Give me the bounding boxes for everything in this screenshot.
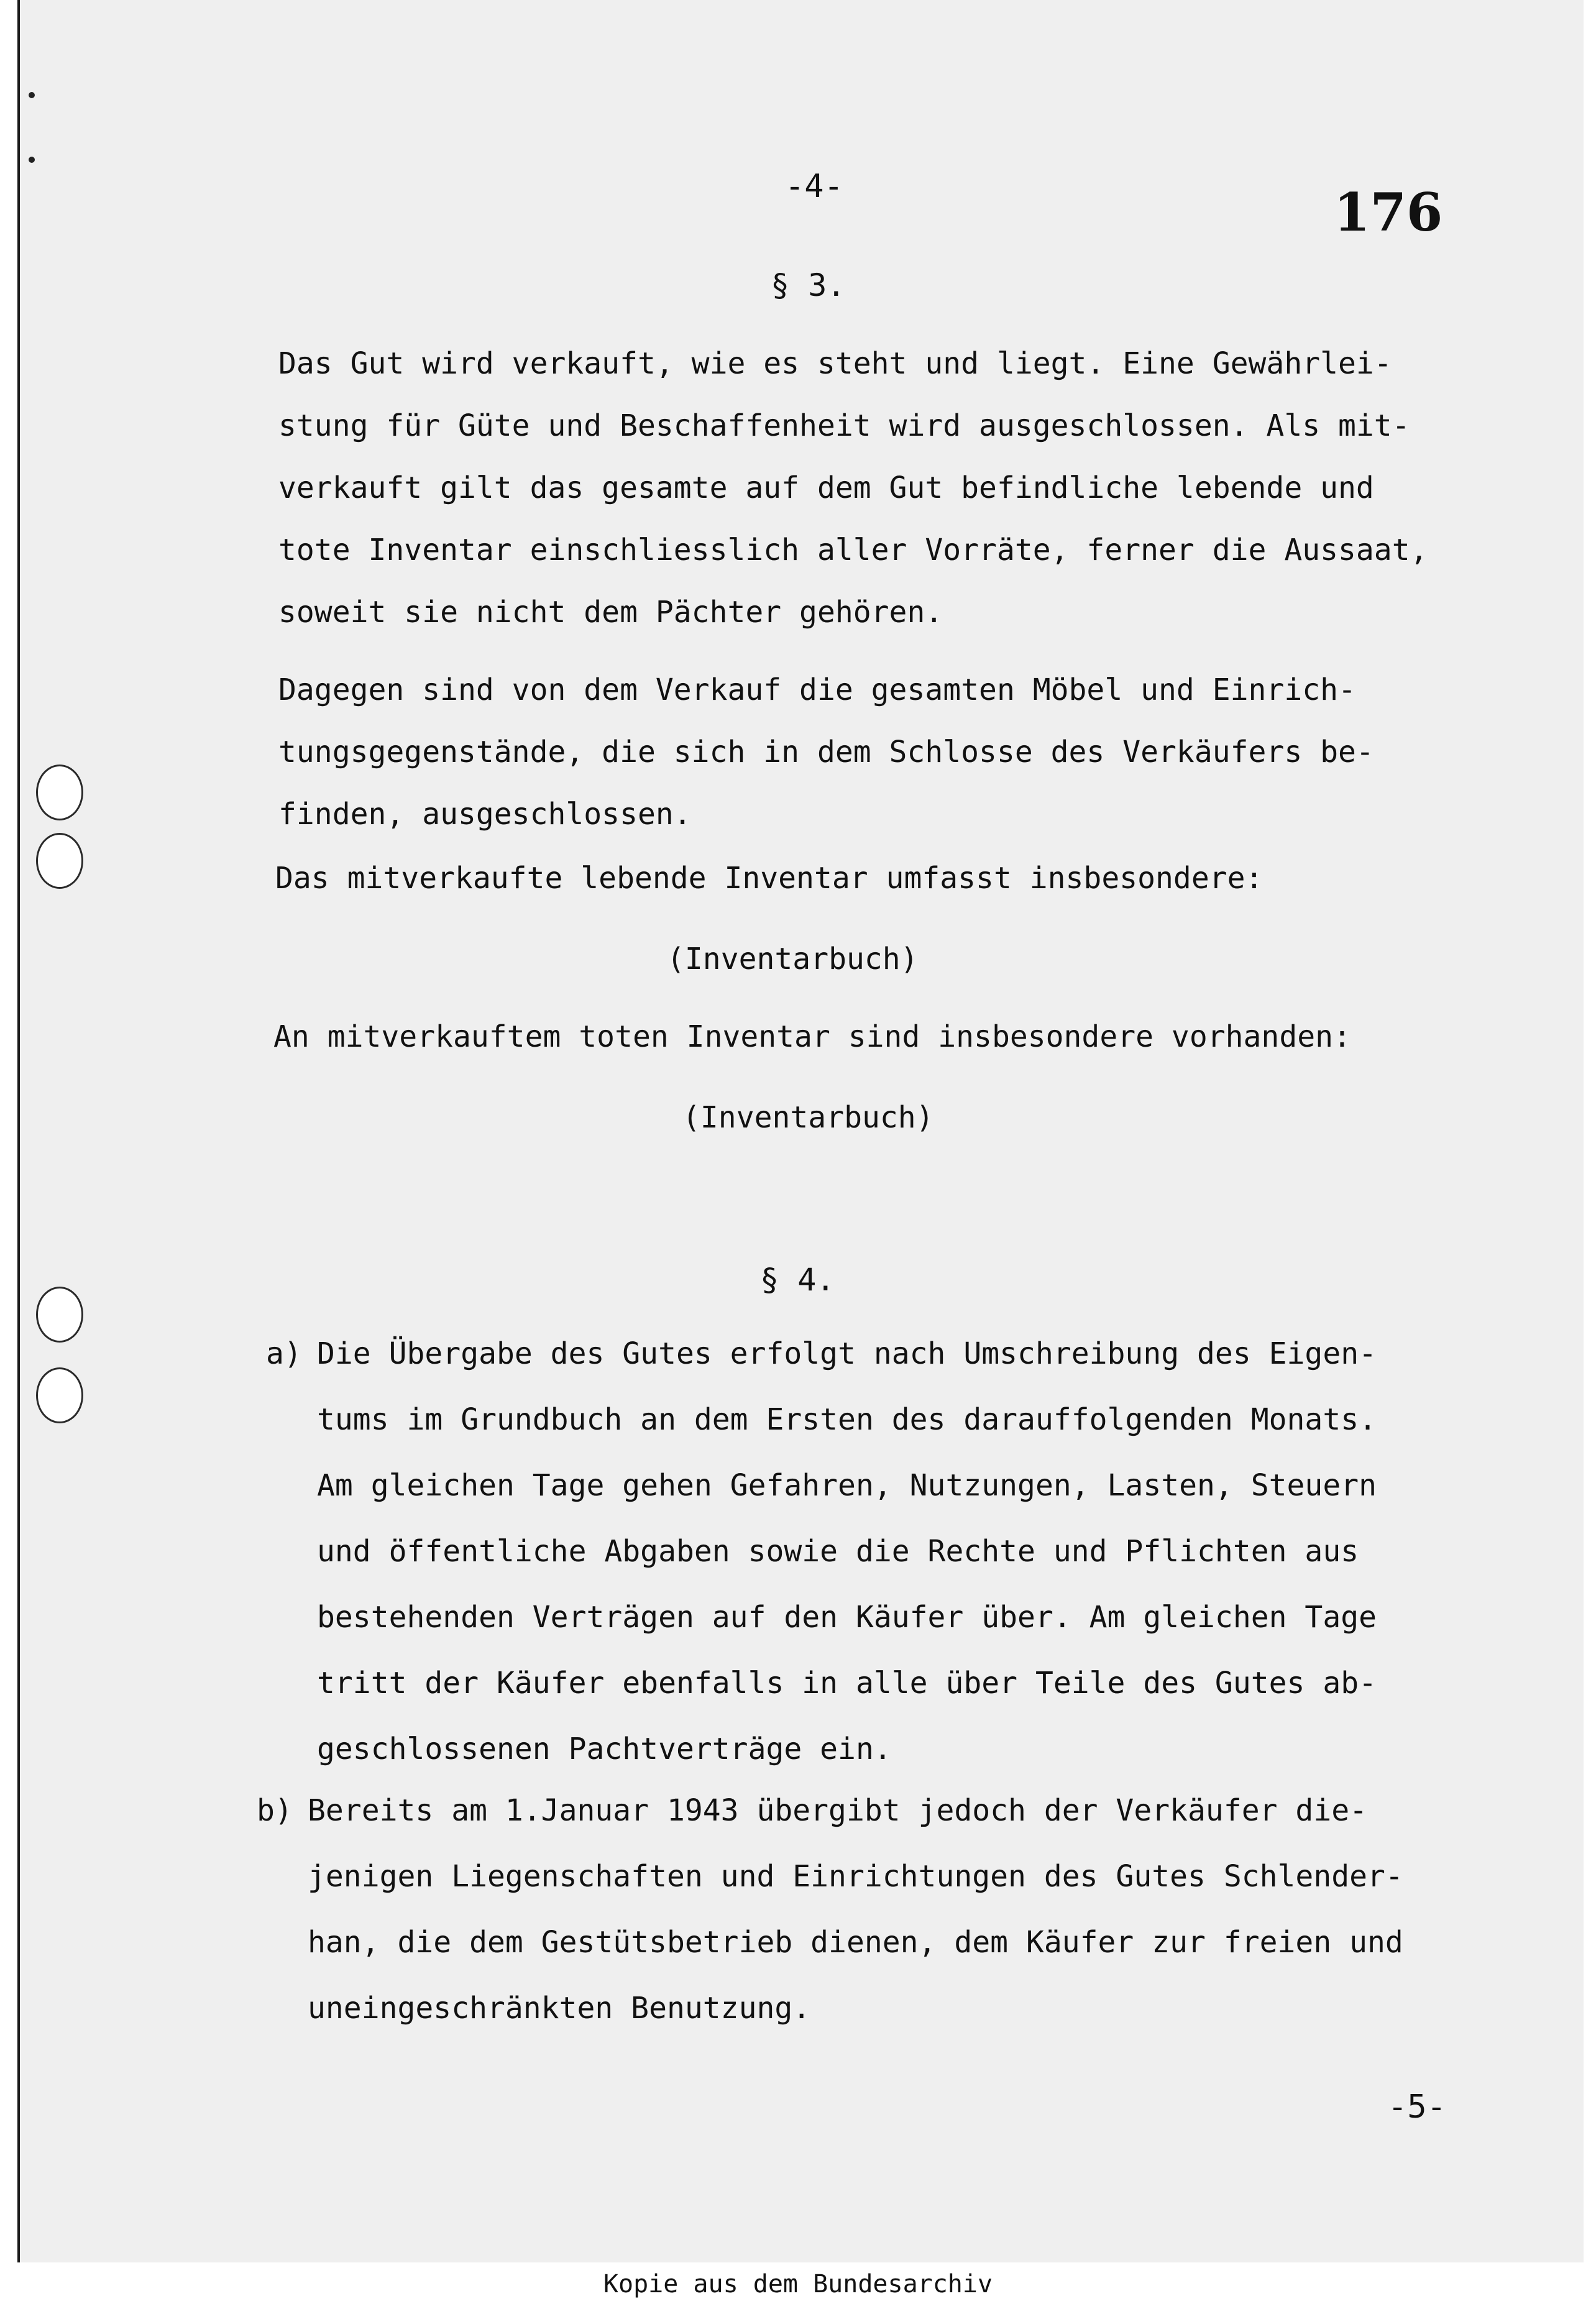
item-label: b): [257, 1793, 293, 1828]
punch-hole: [36, 765, 83, 820]
text-line: [257, 1778, 1403, 1844]
text-line: Das Gut wird verkauft, wie es steht und liegt. Eine Gewährlei-: [278, 346, 1392, 381]
punch-hole: [36, 1287, 83, 1343]
page-number: -4-: [785, 168, 843, 205]
text-line: bestehenden Verträgen auf den Käufer über. Am gleichen Tage: [317, 1600, 1377, 1635]
section-4-item-b: [257, 1778, 1403, 2041]
page-edge: [17, 0, 20, 2262]
section-3-paragraph-2: [278, 659, 1374, 845]
document-page: [17, 0, 1584, 2262]
margin-dot: [29, 92, 35, 98]
section-4-heading: § 4.: [760, 1262, 835, 1298]
margin-dot: [29, 157, 35, 163]
section-4-item-a: [266, 1321, 1377, 1782]
text-line: tritt der Käufer ebenfalls in alle über Teile des Gutes ab-: [317, 1666, 1377, 1701]
text-line: uneingeschränkten Benutzung.: [308, 1991, 811, 2026]
punch-hole: [36, 1367, 83, 1423]
text-line: Dagegen sind von dem Verkauf die gesamten Möbel und Einrich-: [278, 673, 1356, 707]
text-line: Am gleichen Tage gehen Gefahren, Nutzungen, Lasten, Steuern: [317, 1468, 1377, 1503]
text-line: soweit sie nicht dem Pächter gehören.: [278, 595, 943, 630]
item-label: a): [266, 1336, 302, 1371]
text-line-body: Die Übergabe des Gutes erfolgt nach Umschreibung des Eigen-: [317, 1336, 1377, 1371]
section-3-heading: § 3.: [771, 267, 846, 303]
text-line: tote Inventar einschliesslich aller Vorräte, ferner die Aussaat,: [278, 533, 1428, 567]
text-line: und öffentliche Abgaben sowie die Rechte und Pflichten aus: [317, 1534, 1359, 1569]
punch-hole: [36, 833, 83, 889]
text-line-body: Bereits am 1.Januar 1943 übergibt jedoch der Verkäufer die-: [308, 1793, 1368, 1828]
text-line: [266, 1321, 1377, 1387]
archive-copy-note: Kopie aus dem Bundesarchiv: [603, 2270, 993, 2298]
archive-stamp-number: 176: [1334, 181, 1443, 243]
text-line: han, die dem Gestütsbetrieb dienen, dem Käufer zur freien und: [308, 1925, 1403, 1960]
text-line: geschlossenen Pachtverträge ein.: [317, 1732, 892, 1766]
section-3-paragraph-4: An mitverkauftem toten Inventar sind insbesondere vorhanden:: [273, 1019, 1351, 1054]
text-line: tums im Grundbuch an dem Ersten des darauffolgenden Monats.: [317, 1402, 1377, 1437]
text-line: tungsgegenstände, die sich in dem Schlosse des Verkäufers be-: [278, 735, 1374, 769]
section-3-paragraph-1: [278, 333, 1428, 643]
inventory-book-reference-2: (Inventarbuch): [682, 1100, 934, 1135]
text-line: finden, ausgeschlossen.: [278, 797, 692, 832]
inventory-book-reference-1: (Inventarbuch): [667, 942, 919, 976]
next-page-marker: -5-: [1388, 2088, 1446, 2126]
text-line: jenigen Liegenschaften und Einrichtungen des Gutes Schlender-: [308, 1859, 1403, 1894]
text-line: stung für Güte und Beschaffenheit wird ausgeschlossen. Als mit-: [278, 408, 1410, 443]
text-line: verkauft gilt das gesamte auf dem Gut befindliche lebende und: [278, 471, 1374, 505]
section-3-paragraph-3: Das mitverkaufte lebende Inventar umfasst insbesondere:: [275, 861, 1264, 896]
